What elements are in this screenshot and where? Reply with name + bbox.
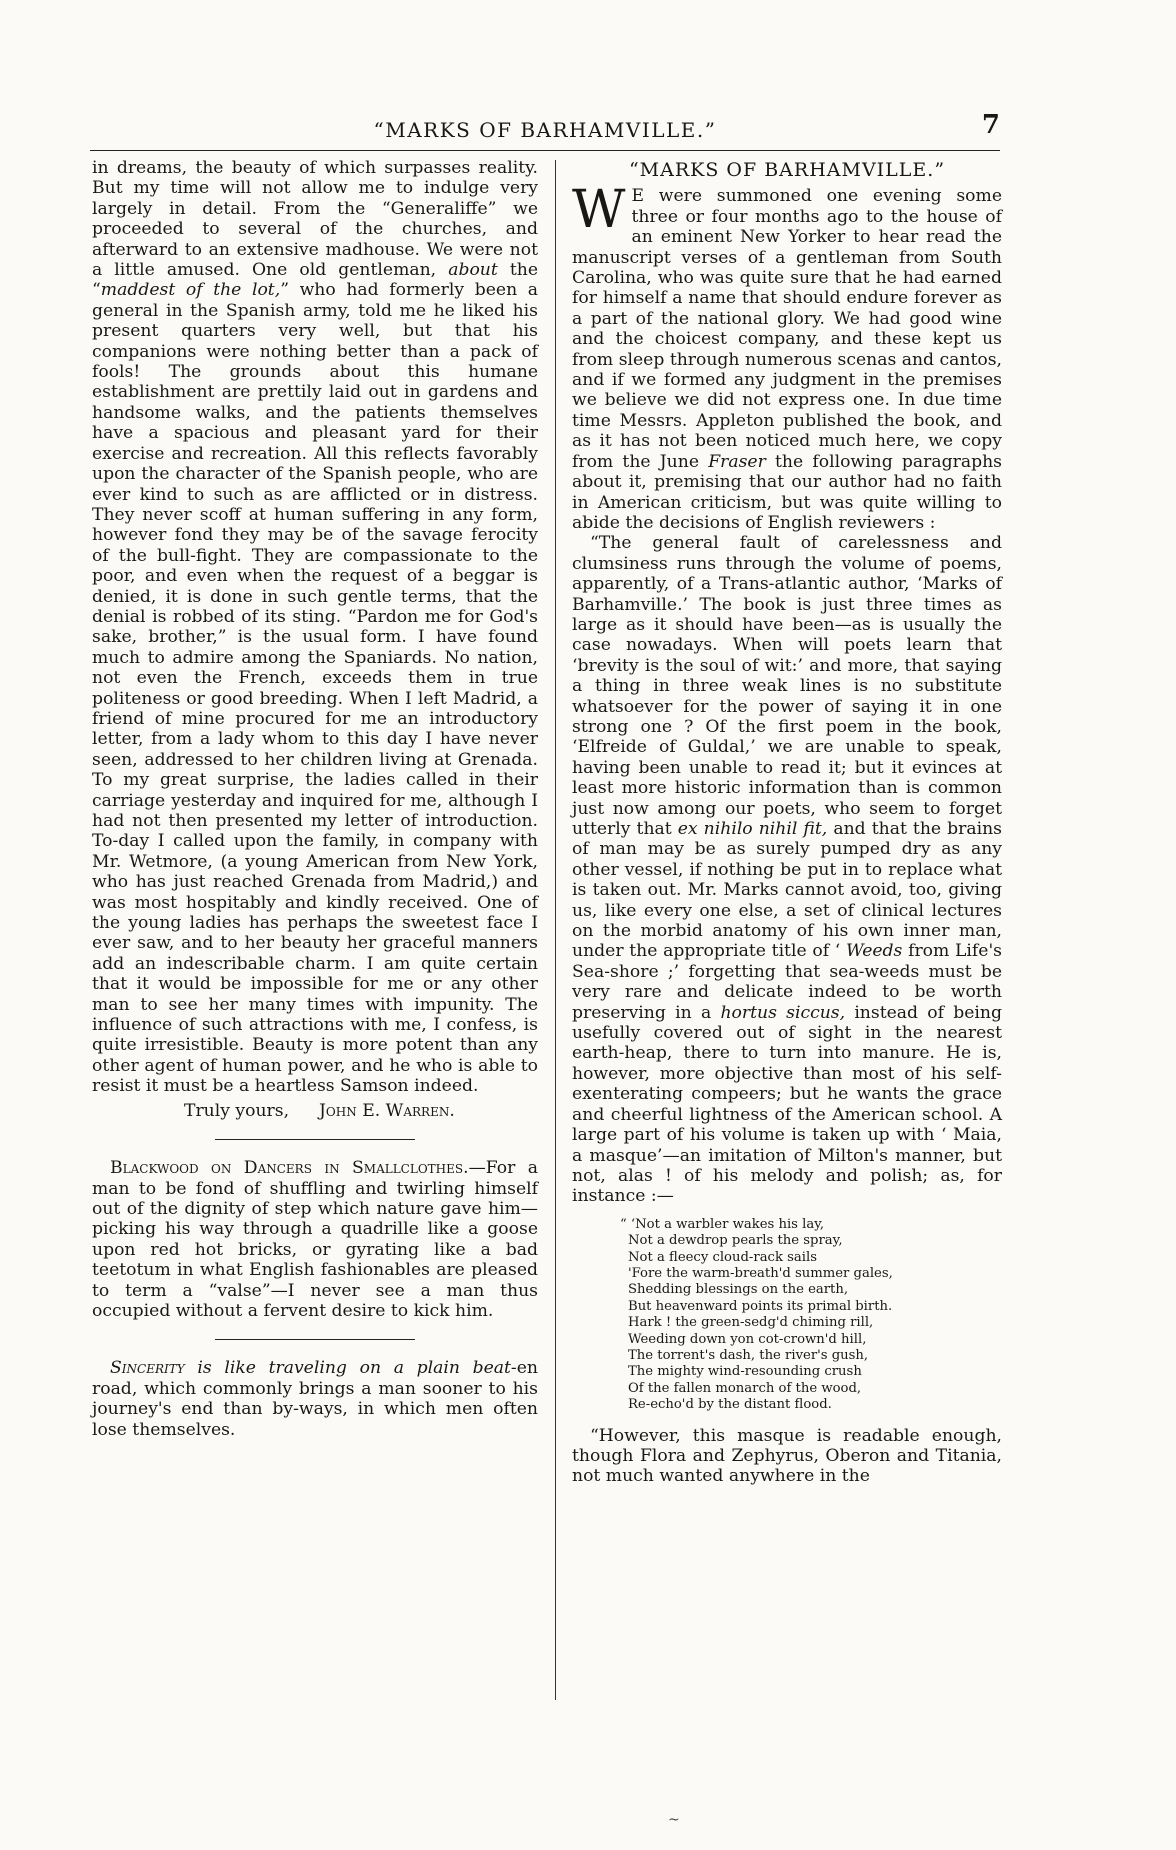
right-column — [572, 158, 1002, 1487]
quote-text-c: from Life's Sea-shore ;’ forgetting that sea-weeds must be very rare and delicate indeed to be worth preserving in a — [572, 941, 1003, 1023]
verse-line: The mighty wind-resounding crush — [628, 1364, 862, 1380]
blackwood-paragraph — [92, 1158, 538, 1321]
quote-text-d: instead of being usefully covered out of sight in the nearest earth-heap, there to turn into manure. He is, however, more objective than most of his self-exenterating compeers; but he wants the grace and cheerful lightness of the American school. A large part of his volume is taken up with ‘ Maia, a masque’—an imitation of Milton's manner, but not, alas ! of his melody and polish; as, for instance :— — [572, 1002, 1002, 1207]
signature-name: John E. Warren. — [319, 1100, 455, 1121]
left-column — [92, 158, 538, 1440]
verse-line: But heavenward points its primal birth. — [628, 1298, 893, 1314]
verse-line: Not a fleecy cloud-rack sails — [628, 1249, 817, 1265]
signature-closing: Truly yours, — [184, 1100, 290, 1121]
quote-text-b: and that the brains of man may be as surely pumped dry as any other vessel, if nothing be put in to replace what is taken out. Mr. Marks cannot avoid, too, giving us, like every one else, a set of clinical lectures on the morbid anatomy of his own inner man, under the appropriate title of ‘ — [572, 819, 1002, 962]
verse-line: “ ‘Not a warbler wakes his lay, — [620, 1216, 825, 1232]
sincerity-lead-rest: is like traveling on a plain beat- — [184, 1358, 517, 1379]
verse-line: Weeding down yon cot-crown'd hill, — [628, 1331, 867, 1347]
verse-line: Not a dewdrop pearls the spray, — [628, 1233, 843, 1249]
verse-line: Re-echo'd by the distant flood. — [628, 1397, 832, 1413]
sincerity-lead: Sincerity — [110, 1358, 185, 1379]
verse-line: Hark ! the green-sedg'd chiming rill, — [628, 1315, 874, 1331]
blackwood-body: —For a man to be fond of shuffling and twirling himself out of the dignity of step which nature gave him—picking his way through a quadrille like a goose upon red hot bricks, or gyrating like a bad teetotum in what English fashionables are pleased to term a “valse”—I never see a man thus occupied without a fervent desire to kick him. — [92, 1158, 538, 1321]
intro-paragraph — [572, 180, 1002, 533]
blackwood-heading: Blackwood on Dancers in Smallclothes. — [110, 1158, 469, 1179]
intro-text-b: the following paragraphs about it, premising that our author had no faith in American criticism, but was quite willing to abide the decisions of English reviewers : — [572, 451, 1002, 533]
printer-mark: ~ — [668, 1812, 680, 1828]
running-head — [90, 110, 1000, 150]
quote-hortus: hortus siccus, — [720, 1002, 846, 1023]
verse-line: The torrent's dash, the river's gush, — [628, 1347, 869, 1363]
quote-text-a: “The general fault of carelessness and clumsiness runs through the volume of poems, apparently, of a Trans-atlantic author, ‘Marks of Barhamville.’ The book is just three times as large as it should have been—as is usually the case nowadays. When will poets learn that ‘brevity is the soul of wit:’ and more, that saying a thing in three weak lines is no substitute whatsoever for the power of saying it in one strong one ? Of the first poem in the book, ‘Elfreide of Guldal,’ we are unable to speak, having been unable to read it; but it evinces at least more historic information than is common just now among our poets, who seem to forget utterly that — [572, 533, 1002, 839]
intro-text-a: E were summoned one evening some three or four months ago to the house of an eminent New Yorker to hear read the manuscript verses of a gentleman from South Carolina, who was quite sure that he had earned for himself a name that should endure forever as a part of the national glory. We had good wine and the choicest company, and these kept us from sleep through numerous scenas and cantos, and if we formed any judgment in the premises we believe we did not express one. In due time time Messrs. Appleton published the book, and as it has not been noticed much here, we copy from the June — [572, 186, 1002, 472]
letter-continuation — [92, 158, 538, 1097]
intro-fraser: Fraser — [708, 451, 766, 472]
section-rule-2 — [215, 1339, 415, 1340]
verse-line: Shedding blessings on the earth, — [628, 1282, 849, 1298]
header-rule — [90, 150, 1000, 151]
running-title: “MARKS OF BARHAMVILLE.” — [373, 118, 717, 142]
letter-italic-maddest: maddest of the lot, — [100, 280, 281, 301]
closing-paragraph: “However, this masque is readable enough, though Flora and Zephyrus, Oberon and Titania, not much wanted anywhere in the — [572, 1425, 1002, 1487]
drop-cap: W — [572, 180, 626, 241]
page-number: 7 — [981, 110, 1000, 140]
letter-text-2: the “ — [92, 260, 538, 301]
sincerity-paragraph — [92, 1358, 538, 1440]
quote-paragraph — [572, 533, 1002, 1206]
verse-line: Of the fallen monarch of the wood, — [628, 1380, 862, 1396]
verse-block — [620, 1217, 1002, 1414]
quote-weeds: Weeds — [845, 941, 903, 962]
signature-line — [92, 1101, 538, 1121]
quote-latin: ex nihilo nihil fit, — [677, 819, 828, 839]
letter-italic-about: about — [448, 260, 498, 281]
section-rule — [215, 1139, 415, 1140]
article-title: “MARKS OF BARHAMVILLE.” — [628, 159, 946, 181]
sincerity-body: en road, which commonly brings a man sooner to his journey's end than by-ways, in which men often lose themselves. — [92, 1358, 538, 1440]
column-divider — [555, 160, 556, 1700]
verse-line: 'Fore the warm-breath'd summer gales, — [628, 1265, 893, 1281]
letter-text-3: ” who had formerly been a general in the Spanish army, told me he liked his present quarters very well, but that his companions were nothing better than a pack of fools! The grounds about this humane establishment are prettily laid out in gardens and handsome walks, and the patients themselves have a spacious and pleasant yard for their exercise and recreation. All this reflects favorably upon the character of the Spanish people, who are ever kind to such as are afflicted or in distress. They never scoff at human suffering in any form, however fond they may be of the savage ferocity of the bull-fight. They are compassionate to the poor, and even when the request of a beggar is denied, it is done in such gentle terms, that the denial is robbed of its sting. “Pardon me for God's sake, brother,” is the usual form. I have found much to admire among the Spaniards. No nation, not even the French, exceeds them in true politeness or good breeding. When I left Madrid, a friend of mine procured for me an introductory letter, from a lady whom to this day I have never seen, addressed to her children living at Grenada. To my great surprise, the ladies called in their carriage yesterday and inquired for me, although I had not then presented my letter of introduction. To-day I called upon the family, in company with Mr. Wetmore, (a young American from New York, who has just reached Grenada from Madrid,) and was most hospitably and kindly received. One of the young ladies has perhaps the sweetest face I ever saw, and to her beauty her graceful manners add an indescribable charm. I am quite certain that it would be impossible for me or any other man to see her many times with impunity. The influence of such attractions with me, I confess, is quite irresistible. Beauty is more potent than any other agent of human power, and he who is able to resist it must be a heartless Samson indeed. — [92, 280, 538, 1097]
letter-text-1: in dreams, the beauty of which surpasses reality. But my time will not allow me to indulge very largely in detail. From the “Generaliffe” we proceeded to several of the churches, and afterward to an extensive madhouse. We were not a little amused. One old gentleman, — [92, 158, 538, 281]
